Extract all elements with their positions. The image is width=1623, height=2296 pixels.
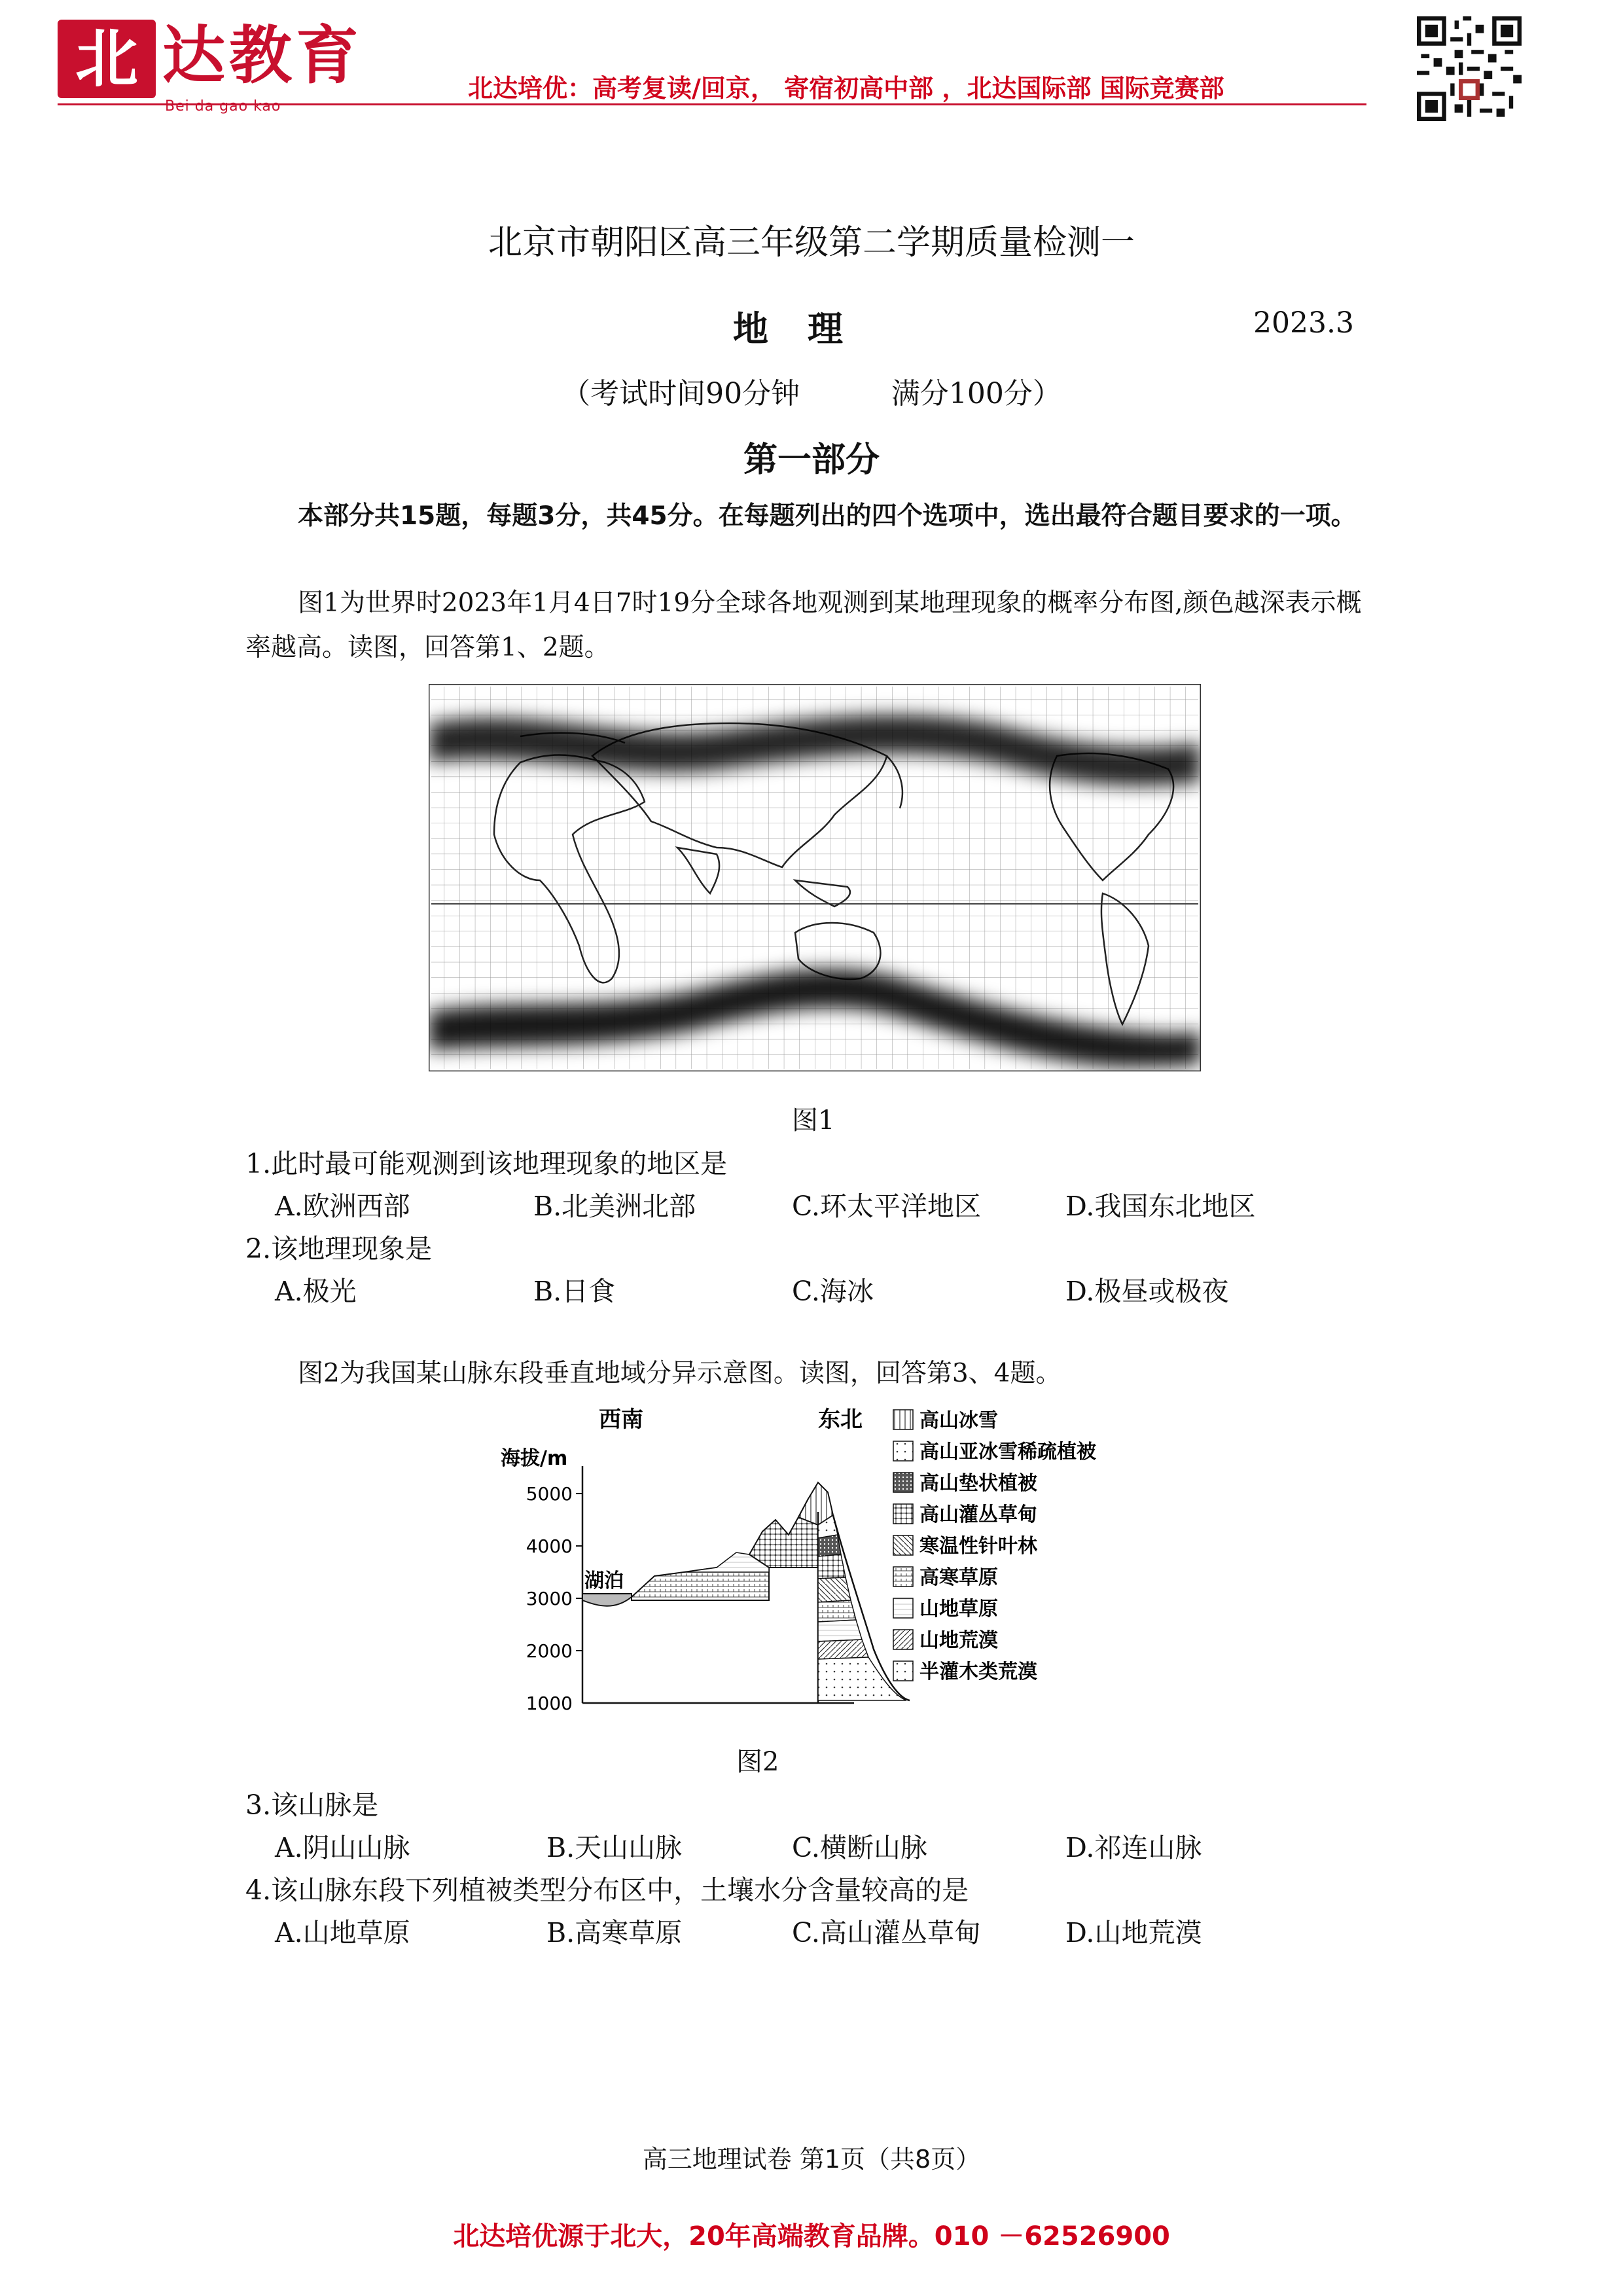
exam-date: 2023.3 <box>1253 306 1354 340</box>
exam-info: （考试时间90分钟 满分100分） <box>562 377 1061 410</box>
answer-option: A.山地草原 <box>275 1917 410 1948</box>
question-stem: 2.该地理现象是 <box>245 1233 433 1265</box>
logo-text: 达教育 <box>162 18 363 92</box>
answer-option: D.我国东北地区 <box>1065 1191 1256 1222</box>
answer-option: B.天山山脉 <box>546 1832 683 1863</box>
answer-option: A.欧洲西部 <box>275 1191 410 1222</box>
y-tick-label: 2000 <box>526 1640 573 1662</box>
answer-option: B.高寒草原 <box>546 1917 683 1948</box>
answer-option: C.海冰 <box>792 1276 874 1307</box>
answer-option: C.横断山脉 <box>792 1832 927 1863</box>
legend-label: 山地草原 <box>919 1598 998 1621</box>
header-divider <box>58 103 1366 105</box>
question-stem: 4.该山脉东段下列植被类型分布区中，土壤水分含量较高的是 <box>245 1874 969 1906</box>
legend-label: 高山灌丛草甸 <box>919 1503 1037 1526</box>
footer-slogan: 北达培优源于北大，20年高端教育品牌。010 －62526900 <box>453 2221 1170 2251</box>
y-tick-label: 5000 <box>526 1483 573 1505</box>
part-title: 第一部分 <box>743 440 880 480</box>
figure1-world-map <box>429 684 1201 1071</box>
y-tick-label: 3000 <box>526 1588 573 1609</box>
logo-mark: 北 <box>75 22 138 96</box>
logo <box>58 20 156 98</box>
legend-label: 半灌木类荒漠 <box>919 1660 1037 1683</box>
lake-shape <box>582 1594 632 1606</box>
header-slogan: 北达培优：高考复读/回京， 寄宿初高中部 ，北达国际部 国际竞赛部 <box>468 74 1224 103</box>
label-northeast: 东北 <box>818 1407 863 1433</box>
y-tick-label: 4000 <box>526 1535 573 1557</box>
figure2-caption: 图2 <box>736 1747 779 1777</box>
instructions: 本部分共15题，每题3分，共45分。在每题列出的四个选项中，选出最符合题目要求的一项。 <box>298 501 1357 531</box>
legend-label: 高山亚冰雪稀疏植被 <box>919 1441 1096 1463</box>
lake-label: 湖泊 <box>584 1570 624 1592</box>
answer-option: C.高山灌丛草甸 <box>792 1917 981 1948</box>
question-stem: 3.该山脉是 <box>245 1789 379 1821</box>
logo-subtitle: Bei da gao kao <box>165 98 281 115</box>
y-tick-label: 1000 <box>526 1693 573 1714</box>
answer-option: B.日食 <box>533 1276 616 1307</box>
answer-option: C.环太平洋地区 <box>792 1191 981 1222</box>
page-footer: 高三地理试卷 第1页（共8页） <box>642 2145 981 2174</box>
exam-title: 北京市朝阳区高三年级第二学期质量检测一 <box>488 223 1135 262</box>
answer-option: D.山地荒漠 <box>1065 1917 1202 1948</box>
answer-option: D.极昼或极夜 <box>1065 1276 1229 1307</box>
figure1-intro: 图1为世界时2023年1月4日7时19分全球各地观测到某地理现象的概率分布图,颜色越深表示概率越高。读图，回答第1、2题。 <box>245 588 1362 662</box>
legend-label: 高寒草原 <box>919 1566 998 1589</box>
answer-option: A.阴山山脉 <box>275 1832 410 1863</box>
label-southwest: 西南 <box>599 1407 643 1433</box>
answer-option: A.极光 <box>275 1276 357 1307</box>
y-axis-label: 海拔/m <box>501 1447 568 1470</box>
qr-code-icon <box>1417 16 1522 121</box>
exam-subject: 地理 <box>733 308 882 350</box>
question-stem: 1.此时最可能观测到该地理现象的地区是 <box>245 1148 728 1179</box>
answer-option: D.祁连山脉 <box>1065 1832 1202 1863</box>
legend-label: 高山垫状植被 <box>919 1472 1037 1495</box>
legend-label: 高山冰雪 <box>919 1409 998 1432</box>
figure2-diagram <box>501 1401 1129 1728</box>
figure1-caption: 图1 <box>792 1105 835 1136</box>
legend-label: 寒温性针叶林 <box>919 1535 1037 1558</box>
figure2-intro: 图2为我国某山脉东段垂直地域分异示意图。读图，回答第3、4题。 <box>298 1359 1061 1388</box>
legend-label: 山地荒漠 <box>919 1629 998 1652</box>
answer-option: B.北美洲北部 <box>533 1191 696 1222</box>
